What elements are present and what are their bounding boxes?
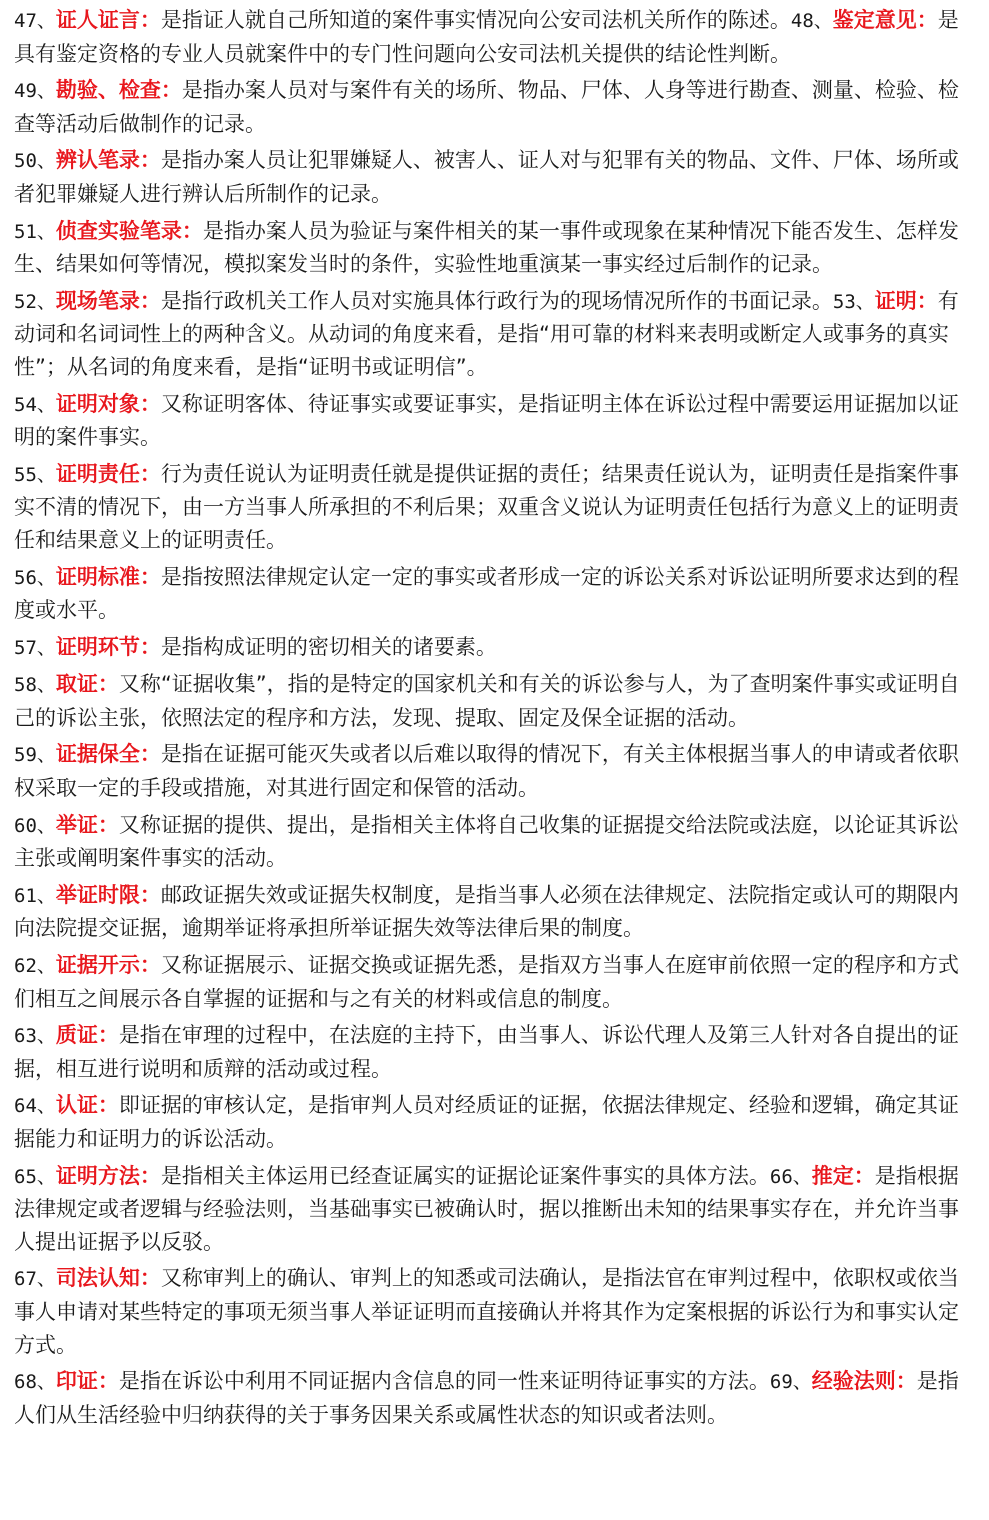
definition-paragraph bbox=[14, 1019, 979, 1085]
entry-definition: 是指办案人员为验证与案件相关的某一事件或现象在某种情况下能否发生、怎样发生、结果如何等情况，模拟案发当时的条件，实验性地重演某一事实经过后制作的记录。 bbox=[14, 218, 959, 277]
entry-term: 证据保全： bbox=[55, 742, 161, 767]
entry-number: 65、 bbox=[14, 1165, 56, 1188]
entry-term: 举证： bbox=[55, 812, 119, 837]
entry-number: 67、 bbox=[14, 1268, 56, 1291]
definition-paragraph bbox=[14, 1160, 979, 1259]
entry-number: 48、 bbox=[790, 10, 833, 32]
entry-number: 68、 bbox=[14, 1371, 56, 1394]
entry-number: 56、 bbox=[14, 566, 56, 589]
entry-term: 证明标准： bbox=[55, 564, 161, 589]
entry-number: 62、 bbox=[14, 955, 56, 978]
entry-term: 勘验、检查： bbox=[55, 78, 182, 103]
entry-term: 证明对象： bbox=[55, 391, 161, 416]
entry-term: 证明： bbox=[874, 288, 938, 313]
entry-term: 认证： bbox=[55, 1093, 119, 1118]
entry-term: 鉴定意见： bbox=[832, 8, 938, 32]
definition-paragraph bbox=[14, 879, 979, 945]
definition-paragraph bbox=[14, 949, 979, 1015]
entry-number: 60、 bbox=[14, 814, 56, 837]
entry-term: 证明方法： bbox=[55, 1163, 161, 1188]
entry-definition: 是指在诉讼中利用不同证据内含信息的同一性来证明待证事实的方法。 bbox=[118, 1369, 770, 1394]
entry-definition: 是指在证据可能灭失或者以后难以取得的情况下，有关主体根据当事人的申请或者依职权采取一定的手段或措施，对其进行固定和保管的活动。 bbox=[14, 742, 959, 801]
entry-term: 侦查实验笔录： bbox=[55, 218, 203, 243]
entry-number: 54、 bbox=[14, 393, 56, 416]
definition-paragraph bbox=[14, 561, 979, 627]
entry-definition: 是具有鉴定资格的专业人员就案件中的专门性问题向公安司法机关提供的结论性判断。 bbox=[14, 8, 959, 66]
entry-definition: 是指构成证明的密切相关的诸要素。 bbox=[160, 634, 497, 659]
entry-term: 举证时限： bbox=[55, 882, 161, 907]
entry-number: 50、 bbox=[14, 150, 56, 173]
definition-paragraph bbox=[14, 74, 979, 140]
entry-term: 经验法则： bbox=[811, 1369, 917, 1394]
entry-definition: 行为责任说认为证明责任就是提供证据的责任；结果责任说认为，证明责任是指案件事实不清的情况下，由一方当事人所承担的不利后果；双重含义说认为证明责任包括行为意义上的证明责任和结果意义上的证明责任。 bbox=[14, 461, 959, 552]
definition-paragraph bbox=[14, 738, 979, 804]
entry-definition: 是指相关主体运用已经查证属实的证据论证案件事实的具体方法。 bbox=[160, 1163, 770, 1188]
entry-definition: 有动词和名词词性上的两种含义。从动词的角度来看，是指“用可靠的材料来表明或断定人或事务的真实性”；从名词的角度来看，是指“证明书或证明信”。 bbox=[14, 288, 959, 379]
definition-paragraph bbox=[14, 458, 979, 557]
definition-paragraph bbox=[14, 668, 979, 734]
entry-definition: 是指根据法律规定或者逻辑与经验法则，当基础事实已被确认时，据以推断出未知的结果事实存在，并允许当事人提出证据予以反驳。 bbox=[14, 1163, 959, 1254]
entry-number: 53、 bbox=[832, 290, 875, 313]
entry-term: 现场笔录： bbox=[55, 288, 161, 313]
entry-number: 47、 bbox=[14, 10, 56, 32]
entry-term: 质证： bbox=[55, 1023, 119, 1048]
entry-definition: 又称“证据收集”，指的是特定的国家机关和有关的诉讼参与人，为了查明案件事实或证明自己的诉讼主张，依照法定的程序和方法，发现、提取、固定及保全证据的活动。 bbox=[14, 672, 960, 730]
entry-term: 司法认知： bbox=[55, 1266, 161, 1291]
entry-definition: 是指人们从生活经验中归纳获得的关于事务因果关系或属性状态的知识或者法则。 bbox=[14, 1369, 959, 1427]
entry-definition: 又称证据展示、证据交换或证据先悉，是指双方当事人在庭审前依照一定的程序和方式们相互之间展示各自掌握的证据和与之有关的材料或信息的制度。 bbox=[14, 953, 959, 1011]
definition-paragraph bbox=[14, 215, 979, 281]
definition-paragraph bbox=[14, 4, 979, 70]
entry-definition: 即证据的审核认定，是指审判人员对经质证的证据，依据法律规定、经验和逻辑，确定其证据能力和证明力的诉讼活动。 bbox=[14, 1093, 959, 1151]
entry-definition: 又称审判上的确认、审判上的知悉或司法确认，是指法官在审判过程中，依职权或依当事人申请对某些特定的事项无须当事人举证证明而直接确认并将其作为定案根据的诉讼行为和事实认定方式。 bbox=[14, 1266, 959, 1357]
entry-definition: 邮政证据失效或证据失权制度，是指当事人必须在法律规定、法院指定或认可的期限内向法院提交证据，逾期举证将承担所举证据失效等法律后果的制度。 bbox=[14, 882, 959, 941]
definition-paragraph bbox=[14, 809, 979, 875]
definition-paragraph bbox=[14, 1365, 979, 1431]
definition-paragraph bbox=[14, 388, 979, 454]
entry-number: 69、 bbox=[769, 1371, 812, 1394]
entry-term: 辨认笔录： bbox=[55, 148, 161, 173]
entry-definition: 是指办案人员对与案件有关的场所、物品、尸体、人身等进行勘查、测量、检验、检查等活动后做制作的记录。 bbox=[14, 78, 959, 136]
definition-paragraph bbox=[14, 285, 979, 384]
entry-number: 63、 bbox=[14, 1025, 56, 1048]
entry-number: 49、 bbox=[14, 80, 56, 103]
entry-number: 55、 bbox=[14, 463, 56, 486]
definition-paragraph bbox=[14, 1262, 979, 1361]
entry-term: 证明责任： bbox=[55, 461, 161, 486]
entry-definition: 是指在审理的过程中，在法庭的主持下，由当事人、诉讼代理人及第三人针对各自提出的证据，相互进行说明和质辩的活动或过程。 bbox=[14, 1023, 959, 1081]
entry-number: 51、 bbox=[14, 220, 56, 243]
entry-number: 61、 bbox=[14, 884, 56, 907]
entry-definition: 是指行政机关工作人员对实施具体行政行为的现场情况所作的书面记录。 bbox=[160, 288, 833, 313]
definition-paragraph bbox=[14, 1089, 979, 1155]
entry-definition: 又称证明客体、待证事实或要证事实，是指证明主体在诉讼过程中需要运用证据加以证明的案件事实。 bbox=[14, 391, 959, 450]
entry-number: 59、 bbox=[14, 744, 56, 767]
entry-term: 取证： bbox=[55, 672, 119, 697]
definition-paragraph bbox=[14, 631, 979, 665]
entry-number: 64、 bbox=[14, 1095, 56, 1118]
entry-definition: 是指证人就自己所知道的案件事实情况向公安司法机关所作的陈述。 bbox=[160, 8, 791, 32]
entry-definition: 是指办案人员让犯罪嫌疑人、被害人、证人对与犯罪有关的物品、文件、尸体、场所或者犯罪嫌疑人进行辨认后所制作的记录。 bbox=[14, 148, 959, 206]
entry-term: 推定： bbox=[811, 1163, 875, 1188]
entry-term: 印证： bbox=[55, 1369, 119, 1394]
entry-term: 证据开示： bbox=[55, 953, 161, 978]
entry-number: 66、 bbox=[769, 1165, 812, 1188]
entry-definition: 又称证据的提供、提出，是指相关主体将自己收集的证据提交给法院或法庭，以论证其诉讼主张或阐明案件事实的活动。 bbox=[14, 812, 959, 871]
definition-paragraph bbox=[14, 144, 979, 210]
entry-number: 52、 bbox=[14, 290, 56, 313]
entry-term: 证人证言： bbox=[55, 8, 161, 32]
entry-definition: 是指按照法律规定认定一定的事实或者形成一定的诉讼关系对诉讼证明所要求达到的程度或水平。 bbox=[14, 564, 959, 623]
entry-number: 58、 bbox=[14, 674, 56, 697]
entry-term: 证明环节： bbox=[55, 634, 161, 659]
entry-number: 57、 bbox=[14, 636, 56, 659]
